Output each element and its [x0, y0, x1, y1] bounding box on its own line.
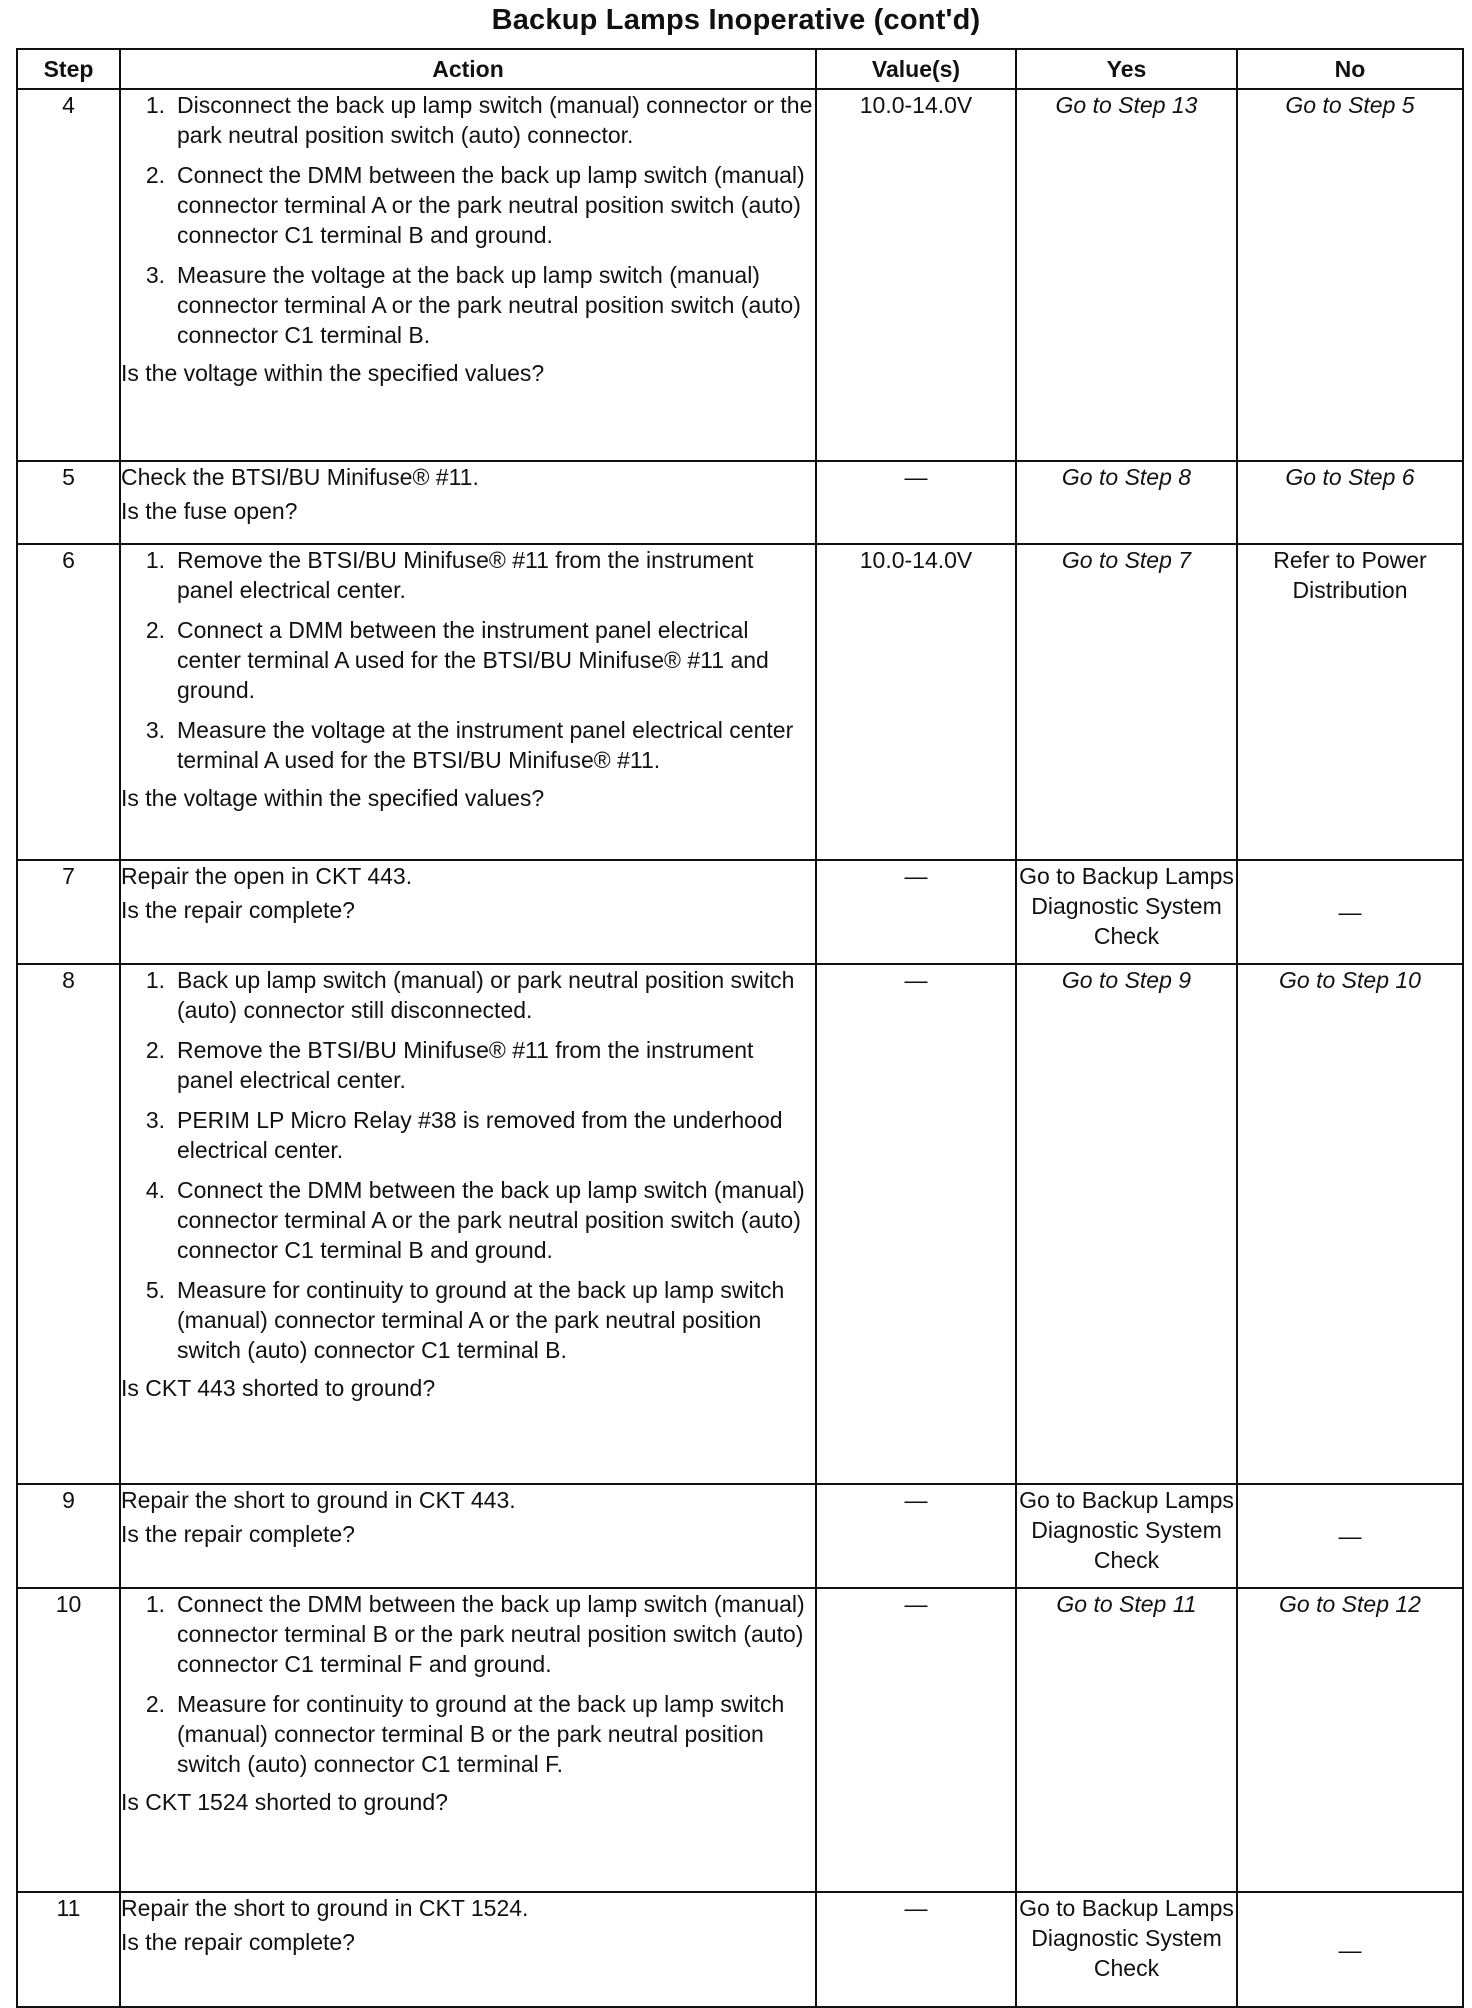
action-step-number: 3.	[145, 717, 165, 743]
action-cell	[120, 461, 816, 544]
diagnostic-table	[16, 48, 1464, 2008]
header-yes: Yes	[1016, 49, 1237, 89]
action-step-item	[121, 90, 815, 150]
step-number: 9	[17, 1484, 120, 1588]
value-cell: —	[816, 1892, 1016, 2007]
value-cell: 10.0-14.0V	[816, 89, 1016, 461]
value-cell: —	[816, 1588, 1016, 1892]
yes-cell: Go to Step 9	[1016, 964, 1237, 1484]
no-cell: Refer to Power Distribution	[1237, 544, 1463, 860]
no-cell: Go to Step 6	[1237, 461, 1463, 544]
action-instruction: Repair the short to ground in CKT 443.	[121, 1487, 516, 1513]
action-cell	[120, 1892, 816, 2007]
no-cell: —	[1237, 860, 1463, 964]
action-step-number: 1.	[145, 967, 165, 993]
header-values: Value(s)	[816, 49, 1016, 89]
action-step-item	[121, 1105, 815, 1165]
action-steps-list	[121, 90, 815, 350]
value-cell: —	[816, 860, 1016, 964]
action-step-text: Measure the voltage at the instrument panel electrical center terminal A used for the BTSI/BU Minifuse® #11.	[177, 717, 794, 773]
header-row	[17, 49, 1463, 89]
action-step-number: 2.	[145, 1037, 165, 1063]
action-question: Is the repair complete?	[121, 897, 355, 923]
action-step-item	[121, 1275, 815, 1365]
action-instruction: Check the BTSI/BU Minifuse® #11.	[121, 464, 479, 490]
action-step-text: Remove the BTSI/BU Minifuse® #11 from the instrument panel electrical center.	[177, 547, 754, 603]
action-step-text: Remove the BTSI/BU Minifuse® #11 from the instrument panel electrical center.	[177, 1037, 754, 1093]
action-step-number: 3.	[145, 1107, 165, 1133]
action-step-number: 4.	[145, 1177, 165, 1203]
value-cell: —	[816, 964, 1016, 1484]
step-number: 5	[17, 461, 120, 544]
action-step-number: 1.	[145, 1591, 165, 1617]
yes-cell: Go to Step 8	[1016, 461, 1237, 544]
action-question: Is the voltage within the specified values?	[121, 785, 545, 811]
page-title: Backup Lamps Inoperative (cont'd)	[491, 4, 981, 36]
yes-cell: Go to Backup Lamps Diagnostic System Check	[1016, 860, 1237, 964]
action-step-number: 1.	[145, 92, 165, 118]
action-question: Is the fuse open?	[121, 498, 298, 524]
action-cell	[120, 860, 816, 964]
yes-cell: Go to Backup Lamps Diagnostic System Check	[1016, 1892, 1237, 2007]
no-cell: —	[1237, 1484, 1463, 1588]
action-step-item	[121, 965, 815, 1025]
action-question: Is CKT 1524 shorted to ground?	[121, 1789, 448, 1815]
no-cell: Go to Step 12	[1237, 1588, 1463, 1892]
action-step-text: Connect the DMM between the back up lamp switch (manual) connector terminal A or the park neutral position switch (auto) connector C1 terminal B and ground.	[177, 1177, 805, 1263]
header-action: Action	[120, 49, 816, 89]
no-cell: —	[1237, 1892, 1463, 2007]
table-body	[17, 89, 1463, 2007]
action-cell	[120, 544, 816, 860]
header-no: No	[1237, 49, 1463, 89]
table-row	[17, 964, 1463, 1484]
action-instruction: Repair the open in CKT 443.	[121, 863, 413, 889]
table-row	[17, 544, 1463, 860]
action-step-text: PERIM LP Micro Relay #38 is removed from the underhood electrical center.	[177, 1107, 783, 1163]
no-cell: Go to Step 10	[1237, 964, 1463, 1484]
action-step-text: Measure for continuity to ground at the back up lamp switch (manual) connector terminal B or the park neutral position switch (auto) connector C1 terminal F.	[177, 1691, 785, 1777]
header-step: Step	[17, 49, 120, 89]
action-steps-list	[121, 965, 815, 1365]
table-row	[17, 89, 1463, 461]
table-row	[17, 1484, 1463, 1588]
action-step-item	[121, 1589, 815, 1679]
action-step-item	[121, 715, 815, 775]
value-cell: —	[816, 461, 1016, 544]
action-step-text: Measure for continuity to ground at the back up lamp switch (manual) connector terminal A or the park neutral position switch (auto) connector C1 terminal B.	[177, 1277, 785, 1363]
action-question: Is the repair complete?	[121, 1929, 355, 1955]
action-step-number: 2.	[145, 162, 165, 188]
action-step-number: 1.	[145, 547, 165, 573]
table-row	[17, 1892, 1463, 2007]
yes-cell: Go to Step 11	[1016, 1588, 1237, 1892]
action-instruction: Repair the short to ground in CKT 1524.	[121, 1895, 529, 1921]
action-step-number: 2.	[145, 1691, 165, 1717]
action-cell	[120, 964, 816, 1484]
action-cell	[120, 89, 816, 461]
table-row	[17, 1588, 1463, 1892]
action-step-text: Connect the DMM between the back up lamp switch (manual) connector terminal A or the park neutral position switch (auto) connector C1 terminal B and ground.	[177, 162, 805, 248]
step-number: 6	[17, 544, 120, 860]
table-row	[17, 860, 1463, 964]
action-step-item	[121, 1035, 815, 1095]
action-step-item	[121, 545, 815, 605]
value-cell: 10.0-14.0V	[816, 544, 1016, 860]
action-steps-list	[121, 1589, 815, 1779]
step-number: 7	[17, 860, 120, 964]
action-step-number: 3.	[145, 262, 165, 288]
action-question: Is the repair complete?	[121, 1521, 355, 1547]
yes-cell: Go to Step 13	[1016, 89, 1237, 461]
action-question: Is the voltage within the specified values?	[121, 360, 545, 386]
action-step-text: Back up lamp switch (manual) or park neutral position switch (auto) connector still disconnected.	[177, 967, 795, 1023]
action-step-text: Disconnect the back up lamp switch (manual) connector or the park neutral position switch (auto) connector.	[177, 92, 813, 148]
action-step-text: Connect a DMM between the instrument panel electrical center terminal A used for the BTSI/BU Minifuse® #11 and ground.	[177, 617, 769, 703]
step-number: 8	[17, 964, 120, 1484]
action-step-number: 5.	[145, 1277, 165, 1303]
action-step-item	[121, 615, 815, 705]
action-question: Is CKT 443 shorted to ground?	[121, 1375, 436, 1401]
action-step-number: 2.	[145, 617, 165, 643]
value-cell: —	[816, 1484, 1016, 1588]
step-number: 4	[17, 89, 120, 461]
yes-cell: Go to Backup Lamps Diagnostic System Check	[1016, 1484, 1237, 1588]
no-cell: Go to Step 5	[1237, 89, 1463, 461]
action-steps-list	[121, 545, 815, 775]
action-cell	[120, 1588, 816, 1892]
step-number: 11	[17, 1892, 120, 2007]
action-step-text: Measure the voltage at the back up lamp switch (manual) connector terminal A or the park neutral position switch (auto) connector C1 terminal B.	[177, 262, 801, 348]
table-row	[17, 461, 1463, 544]
yes-cell: Go to Step 7	[1016, 544, 1237, 860]
action-step-item	[121, 1689, 815, 1779]
step-number: 10	[17, 1588, 120, 1892]
action-cell	[120, 1484, 816, 1588]
action-step-item	[121, 260, 815, 350]
action-step-item	[121, 1175, 815, 1265]
action-step-text: Connect the DMM between the back up lamp switch (manual) connector terminal B or the park neutral position switch (auto) connector C1 terminal F and ground.	[177, 1591, 805, 1677]
action-step-item	[121, 160, 815, 250]
